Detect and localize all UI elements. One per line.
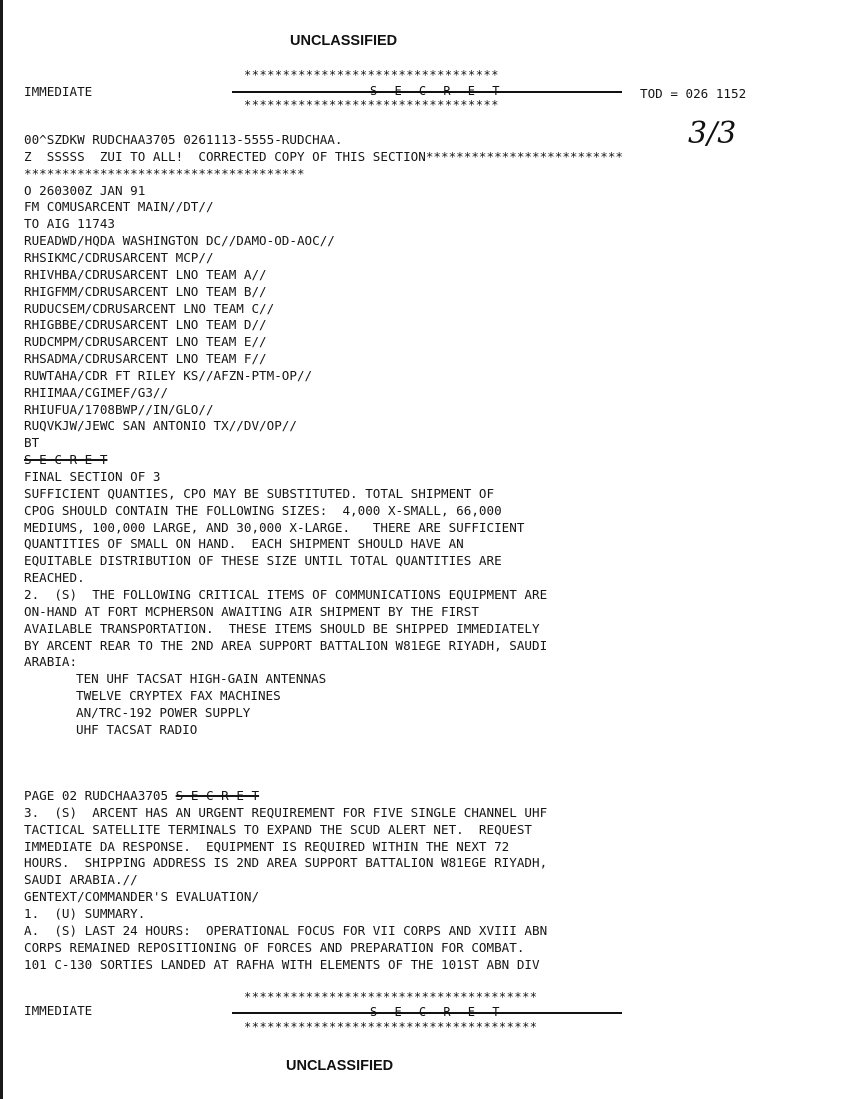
message-line: SAUDI ARABIA.// <box>24 872 138 888</box>
message-line: CPOG SHOULD CONTAIN THE FOLLOWING SIZES: 4,000 X-SMALL, 66,000 <box>24 502 502 518</box>
header-star-line-bottom: ********************************* <box>244 98 499 112</box>
message-body <box>24 132 623 737</box>
header-precedence: IMMEDIATE <box>24 84 93 99</box>
top-classification: UNCLASSIFIED <box>290 33 398 49</box>
classification-marking-struck: S E C R E T <box>24 452 108 468</box>
message-line: EQUITABLE DISTRIBUTION OF THESE SIZE UNTIL TOTAL QUANTITIES ARE <box>24 553 502 569</box>
message-line: FM COMUSARCENT MAIN//DT// <box>24 199 214 215</box>
message-line: RUEADWD/HQDA WASHINGTON DC//DAMO-OD-AOC// <box>24 233 335 249</box>
message-line: RHIGBBE/CDRUSARCENT LNO TEAM D// <box>24 317 267 333</box>
message-line: RHIUFUA/1708BWP//IN/GLO// <box>24 401 214 417</box>
footer-secret-banner: S E C R E T <box>370 1005 505 1019</box>
message-line: QUANTITIES OF SMALL ON HAND. EACH SHIPMENT SHOULD HAVE AN <box>24 536 464 552</box>
message-line: HOURS. SHIPPING ADDRESS IS 2ND AREA SUPPORT BATTALION W81EGE RIYADH, <box>24 855 548 871</box>
message-line: RHIIMAA/CGIMEF/G3// <box>24 384 169 400</box>
equipment-item: UHF TACSAT RADIO <box>76 721 198 737</box>
message-line: SUFFICIENT QUANTIES, CPO MAY BE SUBSTITUTED. TOTAL SHIPMENT OF <box>24 485 495 501</box>
message-line: IMMEDIATE DA RESPONSE. EQUIPMENT IS REQUIRED WITHIN THE NEXT 72 <box>24 838 510 854</box>
footer-star-line-top: ************************************** <box>244 990 538 1004</box>
header-star-line-top: ********************************* <box>244 68 499 82</box>
footer-precedence: IMMEDIATE <box>24 1003 93 1018</box>
message-line: ON-HAND AT FORT MCPHERSON AWAITING AIR SHIPMENT BY THE FIRST <box>24 603 479 619</box>
page-header-text: PAGE 02 RUDCHAA3705 <box>24 788 169 803</box>
message-line: 00^SZDKW RUDCHAA3705 0261113-5555-RUDCHAA. <box>24 132 343 147</box>
message-line: RUWTAHA/CDR FT RILEY KS//AFZN-PTM-OP// <box>24 367 313 383</box>
message-line: RHSADMA/CDRUSARCENT LNO TEAM F// <box>24 351 267 367</box>
message-line: 2. (S) THE FOLLOWING CRITICAL ITEMS OF COMMUNICATIONS EQUIPMENT ARE <box>24 586 548 602</box>
message-line: TO AIG 11743 <box>24 216 115 232</box>
message-line: RHIGFMM/CDRUSARCENT LNO TEAM B// <box>24 283 267 299</box>
footer-star-line-bottom: ************************************** <box>244 1020 538 1034</box>
message-line: RUDUCSEM/CDRUSARCENT LNO TEAM C// <box>24 300 275 316</box>
page-header-secret-struck: S E C R E T <box>175 788 260 803</box>
equipment-item: TWELVE CRYPTEX FAX MACHINES <box>76 688 281 704</box>
message-line: BT <box>24 435 40 451</box>
message-line: BY ARCENT REAR TO THE 2ND AREA SUPPORT BATTALION W81EGE RIYADH, SAUDI <box>24 637 548 653</box>
message-line: 101 C-130 SORTIES LANDED AT RAFHA WITH ELEMENTS OF THE 101ST ABN DIV <box>24 956 540 972</box>
message-line: REACHED. <box>24 570 85 586</box>
tod-stamp: TOD = 026 1152 <box>640 86 747 101</box>
message-line: MEDIUMS, 100,000 LARGE, AND 30,000 X-LARGE. THERE ARE SUFFICIENT <box>24 519 525 535</box>
message-line: RHIVHBA/CDRUSARCENT LNO TEAM A// <box>24 266 267 282</box>
message-line: 3. (S) ARCENT HAS AN URGENT REQUIREMENT FOR FIVE SINGLE CHANNEL UHF <box>24 804 548 820</box>
message-line: 1. (U) SUMMARY. <box>24 905 146 921</box>
equipment-item: TEN UHF TACSAT HIGH-GAIN ANTENNAS <box>76 671 327 687</box>
message-line: RUDCMPM/CDRUSARCENT LNO TEAM E// <box>24 334 267 350</box>
page-left-edge <box>0 0 3 1099</box>
page-header <box>24 788 259 805</box>
message-line: A. (S) LAST 24 HOURS: OPERATIONAL FOCUS FOR VII CORPS AND XVIII ABN <box>24 922 548 938</box>
message-body-page-2 <box>24 788 548 983</box>
message-line: GENTEXT/COMMANDER'S EVALUATION/ <box>24 889 260 905</box>
message-line: ************************************* <box>24 165 305 181</box>
handwritten-page-count: 3/3 <box>688 116 737 151</box>
message-line: FINAL SECTION OF 3 <box>24 469 161 484</box>
message-line: CORPS REMAINED REPOSITIONING OF FORCES AND PREPARATION FOR COMBAT. <box>24 939 525 955</box>
message-line: AVAILABLE TRANSPORTATION. THESE ITEMS SHOULD BE SHIPPED IMMEDIATELY <box>24 620 540 636</box>
message-line: RUQVKJW/JEWC SAN ANTONIO TX//DV/OP// <box>24 418 297 434</box>
message-line: ARABIA: <box>24 654 78 670</box>
bottom-classification: UNCLASSIFIED <box>286 1058 394 1074</box>
message-line: Z SSSSS ZUI TO ALL! CORRECTED COPY OF THIS SECTION************************** <box>24 148 623 164</box>
header-secret-banner: S E C R E T <box>370 84 505 98</box>
equipment-item: AN/TRC-192 POWER SUPPLY <box>76 704 251 720</box>
message-line: RHSIKMC/CDRUSARCENT MCP// <box>24 249 214 265</box>
message-line: TACTICAL SATELLITE TERMINALS TO EXPAND THE SCUD ALERT NET. REQUEST <box>24 821 532 837</box>
message-line: O 260300Z JAN 91 <box>24 182 146 198</box>
